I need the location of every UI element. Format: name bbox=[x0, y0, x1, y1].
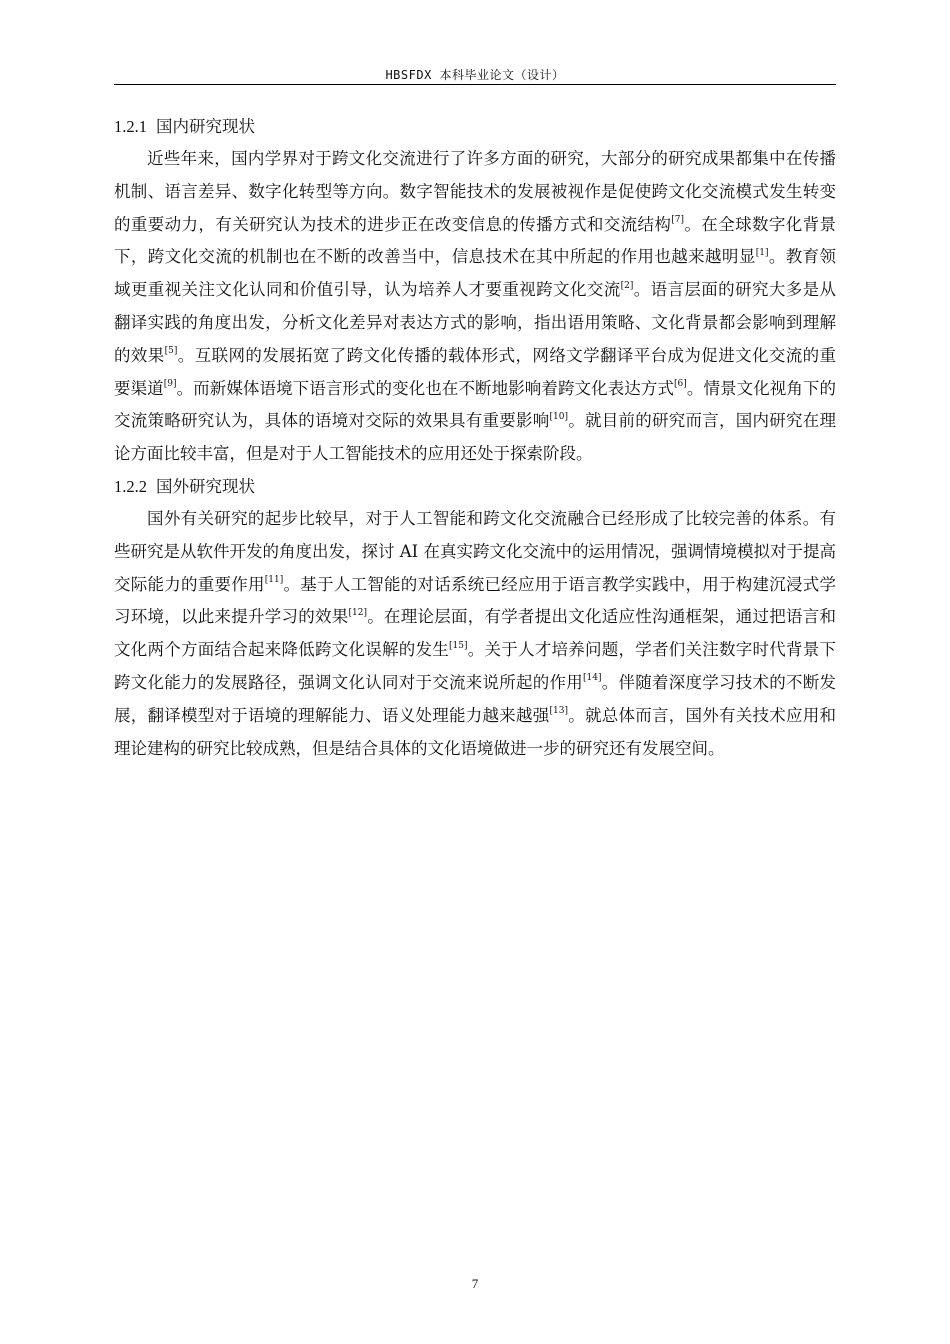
page-header: HBSFDX 本科毕业论文（设计） bbox=[385, 68, 565, 82]
paragraph-text: 。在全球数字化背景下，跨文化交流的机制也在不断的改善当中，信息技术在其中所起的作用也越来越明显 bbox=[114, 214, 837, 267]
paragraph-text: 。教育领域更重视关注文化认同和价值引导，认为培养人才要重视跨文化交流 bbox=[114, 247, 837, 300]
citation: [12] bbox=[348, 607, 367, 618]
citation: [6] bbox=[674, 379, 687, 390]
citation: [14] bbox=[583, 673, 602, 684]
citation: [9] bbox=[163, 379, 177, 390]
page-body bbox=[114, 111, 836, 765]
paragraph-text: 。语言层面的研究大多是从翻译实践的角度出发，分析文化差异对表达方式的影响，指出语用策略、文化背景都会影响到理解的效果 bbox=[114, 280, 837, 365]
paragraph-text: 。情景文化视角下的交流策略研究认为，具体的语境对交际的效果具有重要影响 bbox=[114, 378, 837, 431]
section-number: 1.2.2 bbox=[114, 476, 147, 496]
section-heading-foreign bbox=[114, 471, 836, 503]
paragraph-text: 国外有关研究的起步比较早，对于人工智能和跨文化交流融合已经形成了比较完善的体系。有些研究是从软件开发的角度出发，探讨 AI 在真实跨文化交流中的运用情况，强调情境模拟对于提高交际能力的重要作用 bbox=[114, 508, 836, 594]
section-title: 国外研究现状 bbox=[156, 476, 255, 496]
paragraph-text: 。关于人才培养问题，学者们关注数字时代背景下跨文化能力的发展路径，强调文化认同对于交流来说所起的作用 bbox=[114, 640, 837, 692]
paragraph-text: 。就总体而言，国外有关技术应用和理论建构的研究比较成熟，但是结合具体的文化语境做进一步的研究还有发展空间。 bbox=[114, 705, 837, 758]
citation: [13] bbox=[549, 706, 568, 717]
paragraph-text: 。伴随着深度学习技术的不断发展，翻译模型对于语境的理解能力、语义处理能力越来越强 bbox=[114, 672, 837, 725]
section-title: 国内研究现状 bbox=[156, 117, 255, 136]
citation: [5] bbox=[164, 346, 178, 357]
paragraph-text: 近些年来，国内学界对于跨文化交流进行了许多方面的研究，大部分的研究成果都集中在传播机制、语言差异、数字化转型等方向。数字智能技术的发展被视作是促使跨文化交流模式发生转变的重要动力，有关研究认为技术的进步正在改变信息的传播方式和交流结构 bbox=[114, 149, 836, 234]
citation: [7] bbox=[671, 215, 685, 226]
section-heading-domestic bbox=[114, 111, 836, 143]
citation: [2] bbox=[620, 280, 634, 291]
paragraph-domestic-research bbox=[114, 143, 836, 471]
paragraph-text: 。在理论层面，有学者提出文化适应性沟通框架，通过把语言和文化两个方面结合起来降低跨文化误解的发生 bbox=[114, 607, 837, 660]
citation: [10] bbox=[549, 411, 568, 422]
page-number: 7 bbox=[471, 1276, 479, 1291]
paragraph-foreign-research bbox=[114, 503, 836, 765]
citation: [1] bbox=[755, 247, 769, 258]
paragraph-text: 。互联网的发展拓宽了跨文化传播的载体形式，网络文学翻译平台成为促进文化交流的重要渠道 bbox=[114, 345, 837, 398]
paragraph-text: 。而新媒体语境下语言形式的变化也在不断地影响着跨文化表达方式 bbox=[176, 378, 675, 398]
citation: [15] bbox=[449, 640, 468, 651]
citation: [11] bbox=[264, 575, 284, 586]
header-rule bbox=[114, 84, 836, 85]
paragraph-text: 。就目前的研究而言，国内研究在理论方面比较丰富，但是对于人工智能技术的应用还处于探索阶段。 bbox=[114, 411, 837, 464]
section-number: 1.2.1 bbox=[114, 117, 147, 136]
paragraph-text: 。基于人工智能的对话系统已经应用于语言教学实践中，用于构建沉浸式学习环境，以此来提升学习的效果 bbox=[114, 574, 837, 627]
